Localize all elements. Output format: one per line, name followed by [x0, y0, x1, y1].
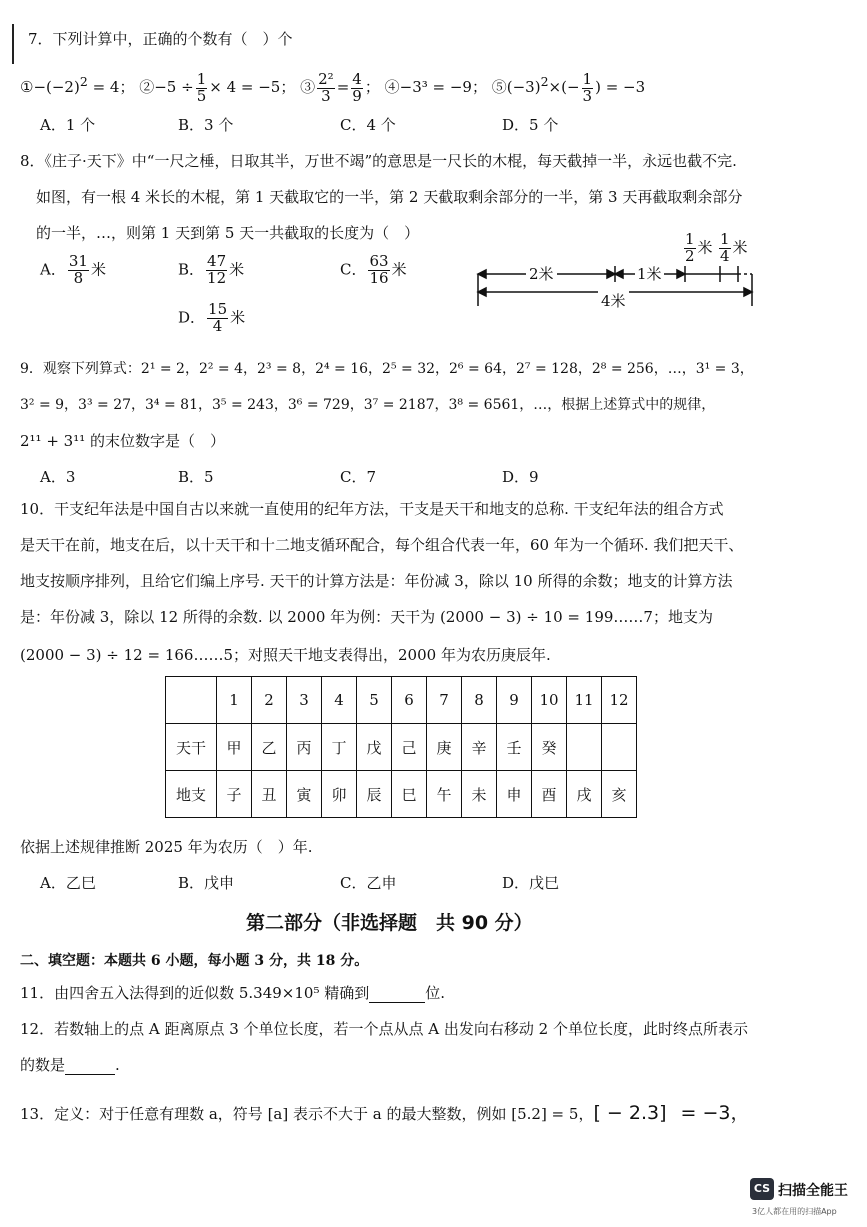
table-cell: 庚 [427, 724, 462, 771]
watermark-sub: 3亿人都在用的扫描App [752, 1207, 837, 1216]
table-cell: 12 [602, 677, 637, 724]
table-cell: 壬 [497, 724, 532, 771]
table-cell: 午 [427, 771, 462, 818]
expr-1: ①−(−2) [20, 78, 80, 96]
table-cell: 申 [497, 771, 532, 818]
q8-option-a[interactable]: A． $\frac{31}{8}$ 米 [40, 252, 106, 287]
label-quarter-m: $\frac{1}{4}$ 米 [720, 230, 748, 265]
table-cell: 8 [462, 677, 497, 724]
label-half-m: $\frac{1}{2}$ 米 [685, 230, 713, 265]
table-cell: 2 [252, 677, 287, 724]
q8-option-c[interactable]: C． $\frac{63}{16}$ 米 [340, 252, 407, 287]
table-cell: 酉 [532, 771, 567, 818]
q9-line-2: 3² = 9，3³ = 27，3⁴ = 81，3⁵ = 243，3⁶ = 729，3⁷ = 2187，3⁸ = 6561，…，根据上述算式中的规律， [20, 397, 716, 413]
q10-option-b[interactable]: B．戊申 [178, 874, 235, 892]
expr-2: ②−5 ÷ [139, 78, 194, 96]
table-cell [567, 724, 602, 771]
q10-line-1: 10．干支纪年法是中国自古以来就一直使用的纪年方法，干支是天干和地支的总称. 干支纪年法的组合方式 [20, 500, 724, 518]
table-cell: 亥 [602, 771, 637, 818]
part-two-title: 第二部分（非选择题 共 90 分） [246, 912, 533, 934]
q13-example: [ − 2.3] [593, 1102, 667, 1124]
q12-blank[interactable] [65, 1056, 115, 1075]
table-cell: 天干 [166, 724, 217, 771]
table-cell: 乙 [252, 724, 287, 771]
label-1m: 1米 [637, 265, 662, 283]
watermark-name: 扫描全能王 [778, 1183, 848, 1199]
table-cell: 卯 [322, 771, 357, 818]
q7-option-b[interactable]: B．3 个 [178, 116, 234, 134]
table-cell: 地支 [166, 771, 217, 818]
q10-option-a[interactable]: A．乙巳 [40, 874, 96, 892]
q8-line-3: 的一半，…，则第 1 天到第 5 天一共截取的长度为（ ） [36, 224, 420, 242]
table-cell: 辰 [357, 771, 392, 818]
q9-option-c[interactable]: C．7 [340, 468, 377, 486]
table-cell: 11 [567, 677, 602, 724]
q11-blank[interactable] [369, 984, 425, 1003]
margin-mark [12, 24, 14, 64]
arrow-right-total [744, 288, 752, 296]
table-cell [602, 724, 637, 771]
table-cell: 己 [392, 724, 427, 771]
q10-option-d[interactable]: D．戊巳 [502, 874, 560, 892]
q7-option-c[interactable]: C．4 个 [340, 116, 396, 134]
camscanner-logo: CS [750, 1178, 774, 1200]
table-cell: 1 [217, 677, 252, 724]
q8-line-2: 如图，有一根 4 米长的木棍，第 1 天截取它的一半，第 2 天截取剩余部分的一半，第 3 天再截取剩余部分 [36, 188, 743, 206]
table-row-dizhi [166, 771, 637, 818]
table-cell: 5 [357, 677, 392, 724]
expr-5: ⑤(−3) [491, 78, 541, 96]
table-header-row [166, 677, 637, 724]
label-2m: 2米 [526, 263, 557, 284]
ganzhi-table [165, 676, 637, 818]
q7-expressions: $①-(-2)^2 = 4$； ②−5 ÷ $\frac{1}{5}$ × 4 = −5； ③ $\frac{\text{2²}}{3}$ = $\frac{4}{9}$ ； ④−3³ = −9； $⑤(-3)^2\times(-$ $\frac{1}{3}$ ) = −3 [20, 69, 646, 105]
table-cell: 丁 [322, 724, 357, 771]
q10-line-6: 依据上述规律推断 2025 年为农历（ ）年. [20, 838, 313, 856]
q9-option-b[interactable]: B．5 [178, 468, 214, 486]
q8-line-1: 8．《庄子·天下》中“一尺之棰，日取其半，万世不竭”的意思是一尺长的木棍，每天截掉一半，永远也截不完. [20, 152, 737, 170]
table-cell: 4 [322, 677, 357, 724]
table-cell: 9 [497, 677, 532, 724]
q10-line-4: 是：年份减 3，除以 12 所得的余数. 以 2000 年为例：天干为 (2000 − 3) ÷ 10 = 199……7；地支为 [20, 608, 713, 626]
q10-line-3: 地支按顺序排列，且给它们编上序号. 天干的计算方法是：年份减 3，除以 10 所得的余数；地支的计算方法 [20, 572, 733, 590]
table-row-tiangan [166, 724, 637, 771]
table-cell: 丑 [252, 771, 287, 818]
q12-line-2: 的数是 . [20, 1056, 120, 1074]
q9-line-3: 2¹¹ + 3¹¹ 的末位数字是（ ） [20, 432, 226, 450]
q9-line-1: 9．观察下列算式：2¹ = 2，2² = 4，2³ = 8，2⁴ = 16，2⁵ = 32，2⁶ = 64，2⁷ = 128，2⁸ = 256，…，3¹ = 3， [20, 361, 754, 377]
q12-line-1: 12．若数轴上的点 A 距离原点 3 个单位长度，若一个点从点 A 出发向右移动 2 个单位长度，此时终点所表示 [20, 1020, 748, 1038]
table-cell: 戊 [357, 724, 392, 771]
table-cell: 巳 [392, 771, 427, 818]
q8-option-b[interactable]: B． $\frac{47}{12}$ 米 [178, 252, 245, 287]
table-cell: 甲 [217, 724, 252, 771]
arrow-left-2 [615, 270, 623, 278]
expr-4: ④−3³ = −9； [384, 78, 487, 96]
arrow-left-total [478, 288, 486, 296]
q7-stem: 7．下列计算中，正确的个数有（ ）个 [28, 30, 293, 48]
table-cell: 癸 [532, 724, 567, 771]
table-cell: 子 [217, 771, 252, 818]
section-heading: 二、填空题：本题共 6 小题，每小题 3 分，共 18 分。 [20, 953, 369, 969]
table-cell: 6 [392, 677, 427, 724]
arrow-right-2 [677, 270, 685, 278]
table-cell: 丙 [287, 724, 322, 771]
q8-option-d[interactable]: D． $\frac{15}{4}$ 米 [178, 300, 246, 335]
table-cell: 寅 [287, 771, 322, 818]
expr-3: ③ [300, 78, 316, 96]
q7-option-a[interactable]: A．1 个 [40, 116, 96, 134]
q7-option-d[interactable]: D．5 个 [502, 116, 559, 134]
q10-line-5: (2000 − 3) ÷ 12 = 166……5；对照天干地支表得出，2000 年为农历庚辰年. [20, 646, 551, 664]
q9-option-a[interactable]: A．3 [40, 468, 76, 486]
q10-line-2: 是天干在前，地支在后，以十天干和十二地支循环配合，每个组合代表一年，60 年为一个循环. 我们把天干、 [20, 536, 744, 554]
arrow-left-1 [478, 270, 486, 278]
table-cell: 未 [462, 771, 497, 818]
q10-option-c[interactable]: C．乙申 [340, 874, 397, 892]
label-4m: 4米 [598, 290, 629, 311]
q9-option-d[interactable]: D．9 [502, 468, 539, 486]
table-cell [166, 677, 217, 724]
q13: 13．定义：对于任意有理数 a，符号 [a] 表示不大于 a 的最大整数，例如 [5.2] = 5，[ − 2.3] = −3， [20, 1102, 750, 1124]
table-cell: 7 [427, 677, 462, 724]
table-cell: 戌 [567, 771, 602, 818]
table-cell: 辛 [462, 724, 497, 771]
q11: 11．由四舍五入法得到的近似数 5.349×10⁵ 精确到 位. [20, 984, 446, 1002]
table-cell: 10 [532, 677, 567, 724]
table-cell: 3 [287, 677, 322, 724]
